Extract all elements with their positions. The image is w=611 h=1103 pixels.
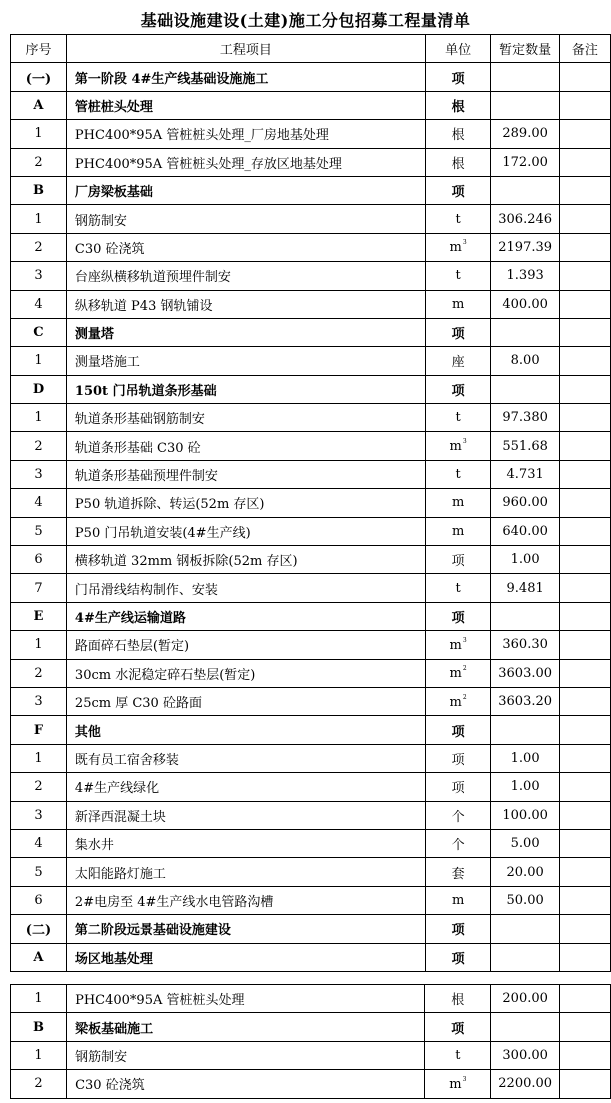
qty-cell xyxy=(491,1013,560,1041)
section-row xyxy=(11,915,611,943)
qty-cell: 2197.39 xyxy=(491,233,559,261)
qty-cell: 4.731 xyxy=(491,460,559,488)
table-row xyxy=(11,489,611,517)
qty-cell: 3603.20 xyxy=(491,687,559,715)
unit-cell xyxy=(425,290,491,318)
note-cell xyxy=(559,886,610,914)
unit-cell xyxy=(425,631,491,659)
seq-cell: 3 xyxy=(11,801,67,829)
note-cell xyxy=(559,716,610,744)
item-cell: 轨道条形基础 C30 砼 xyxy=(66,432,425,460)
seq-cell: D xyxy=(11,375,67,403)
note-cell xyxy=(560,1013,611,1041)
note-cell xyxy=(559,148,610,176)
qty-cell: 172.00 xyxy=(491,148,559,176)
seq-cell: 5 xyxy=(11,517,67,545)
unit-cell xyxy=(425,602,491,630)
unit-text: m xyxy=(449,666,462,682)
item-cell: P50 轨道拆除、转运(52m 存区) xyxy=(66,489,425,517)
note-cell xyxy=(559,205,610,233)
note-cell xyxy=(560,985,611,1013)
seq-cell: 2 xyxy=(11,773,67,801)
unit-cell xyxy=(425,460,491,488)
qty-cell: 400.00 xyxy=(491,290,559,318)
qty-cell: 2200.00 xyxy=(491,1070,560,1098)
qty-cell xyxy=(491,375,559,403)
note-cell xyxy=(559,858,610,886)
unit-text: 个 xyxy=(451,809,465,825)
table-row xyxy=(11,290,611,318)
item-cell: 太阳能路灯施工 xyxy=(66,858,425,886)
seq-cell: B xyxy=(11,176,67,204)
seq-cell: 7 xyxy=(11,574,67,602)
section-row xyxy=(11,1013,611,1041)
table-row xyxy=(11,546,611,574)
section-row xyxy=(11,375,611,403)
table-row xyxy=(11,1041,611,1069)
table-row xyxy=(11,801,611,829)
note-cell xyxy=(559,489,610,517)
header-seq: 序号 xyxy=(11,35,67,63)
qty-cell: 5.00 xyxy=(491,829,559,857)
unit-text: 项 xyxy=(451,923,465,939)
seq-cell: A xyxy=(11,943,67,971)
unit-text: 根 xyxy=(451,99,465,115)
seq-cell: (一) xyxy=(11,63,67,91)
unit-text: m xyxy=(451,495,465,511)
qty-cell: 551.68 xyxy=(491,432,559,460)
seq-cell: 2 xyxy=(11,659,67,687)
unit-cell xyxy=(425,915,491,943)
qty-cell xyxy=(491,716,559,744)
unit-cell xyxy=(425,801,491,829)
item-cell: 横移轨道 32mm 钢板拆除(52m 存区) xyxy=(66,546,425,574)
table-row xyxy=(11,432,611,460)
unit-cell xyxy=(425,176,491,204)
unit-text: 项 xyxy=(451,71,465,87)
seq-cell: 1 xyxy=(11,744,67,772)
table-row xyxy=(11,262,611,290)
note-cell xyxy=(559,318,610,346)
unit-text: 项 xyxy=(451,781,465,797)
qty-cell xyxy=(491,602,559,630)
note-cell xyxy=(559,347,610,375)
unit-text: 项 xyxy=(451,724,465,740)
item-cell: 门吊滑线结构制作、安装 xyxy=(66,574,425,602)
unit-cell xyxy=(425,943,491,971)
note-cell xyxy=(559,687,610,715)
table-row xyxy=(11,205,611,233)
unit-text: 项 xyxy=(451,383,465,399)
header-note: 备注 xyxy=(559,35,610,63)
note-cell xyxy=(559,63,610,91)
qty-cell: 1.00 xyxy=(491,546,559,574)
unit-cell xyxy=(425,744,491,772)
unit-text: t xyxy=(455,268,461,284)
qty-cell: 1.393 xyxy=(491,262,559,290)
seq-cell: 2 xyxy=(11,432,67,460)
item-cell: 既有员工宿舍移装 xyxy=(66,744,425,772)
unit-cell xyxy=(425,829,491,857)
unit-text: 项 xyxy=(451,185,465,201)
note-cell xyxy=(559,432,610,460)
note-cell xyxy=(559,91,610,119)
unit-cell xyxy=(425,517,491,545)
seq-cell: 1 xyxy=(11,347,67,375)
seq-cell: 3 xyxy=(11,262,67,290)
unit-text: 项 xyxy=(451,1021,465,1037)
item-cell: 集水井 xyxy=(66,829,425,857)
table-row xyxy=(11,517,611,545)
unit-text: t xyxy=(455,467,461,483)
unit-text: t xyxy=(455,211,461,227)
unit-superscript: 3 xyxy=(462,636,467,644)
table-row xyxy=(11,886,611,914)
unit-cell xyxy=(425,91,491,119)
note-cell xyxy=(559,773,610,801)
seq-cell: 5 xyxy=(11,858,67,886)
unit-text: 项 xyxy=(451,752,465,768)
section-row xyxy=(11,716,611,744)
unit-text: t xyxy=(455,580,461,596)
unit-superscript: 3 xyxy=(462,438,467,446)
header-qty: 暂定数量 xyxy=(491,35,559,63)
section-row xyxy=(11,63,611,91)
item-cell: 轨道条形基础钢筋制安 xyxy=(66,404,425,432)
item-cell: 其他 xyxy=(66,716,425,744)
note-cell xyxy=(559,744,610,772)
seq-cell: 4 xyxy=(11,489,67,517)
seq-cell: (二) xyxy=(11,915,67,943)
qty-cell: 9.481 xyxy=(491,574,559,602)
unit-text: m xyxy=(449,439,462,455)
unit-cell xyxy=(425,233,491,261)
item-cell: PHC400*95A 管桩桩头处理_厂房地基处理 xyxy=(66,120,425,148)
qty-cell xyxy=(491,318,559,346)
unit-cell xyxy=(425,985,491,1013)
unit-cell xyxy=(425,716,491,744)
seq-cell: 3 xyxy=(11,687,67,715)
item-cell: 梁板基础施工 xyxy=(67,1013,425,1041)
item-cell: 钢筋制安 xyxy=(66,205,425,233)
note-cell xyxy=(559,801,610,829)
item-cell: 厂房梁板基础 xyxy=(66,176,425,204)
note-cell xyxy=(559,602,610,630)
note-cell xyxy=(559,829,610,857)
item-cell: 钢筋制安 xyxy=(67,1041,425,1069)
unit-text: m xyxy=(449,240,462,256)
qty-cell: 200.00 xyxy=(491,985,560,1013)
item-cell: 测量塔施工 xyxy=(66,347,425,375)
qty-cell xyxy=(491,91,559,119)
item-cell: 路面碎石垫层(暂定) xyxy=(66,631,425,659)
qty-cell: 20.00 xyxy=(491,858,559,886)
unit-cell xyxy=(425,63,491,91)
item-cell: 4#生产线绿化 xyxy=(66,773,425,801)
unit-text: 套 xyxy=(451,866,465,882)
unit-cell xyxy=(425,773,491,801)
item-cell: 新泽西混凝土块 xyxy=(66,801,425,829)
item-cell: 第一阶段 4#生产线基础设施施工 xyxy=(66,63,425,91)
unit-superscript: 2 xyxy=(462,693,467,701)
item-cell: 第二阶段远景基础设施建设 xyxy=(66,915,425,943)
seq-cell: 3 xyxy=(11,460,67,488)
unit-cell xyxy=(425,205,491,233)
unit-cell xyxy=(425,375,491,403)
table-row xyxy=(11,148,611,176)
qty-cell: 1.00 xyxy=(491,773,559,801)
qty-cell: 289.00 xyxy=(491,120,559,148)
qty-cell: 100.00 xyxy=(491,801,559,829)
unit-cell xyxy=(425,886,491,914)
unit-cell xyxy=(425,432,491,460)
qty-cell: 360.30 xyxy=(491,631,559,659)
unit-cell xyxy=(425,858,491,886)
qty-cell xyxy=(491,943,559,971)
note-cell xyxy=(559,375,610,403)
item-cell: 150t 门吊轨道条形基础 xyxy=(66,375,425,403)
note-cell xyxy=(559,546,610,574)
unit-text: 根 xyxy=(451,128,465,144)
table-row xyxy=(11,687,611,715)
unit-superscript: 3 xyxy=(462,1075,467,1083)
item-cell: 测量塔 xyxy=(66,318,425,346)
item-cell: PHC400*95A 管桩桩头处理 xyxy=(67,985,425,1013)
unit-text: 根 xyxy=(451,156,465,172)
table-row xyxy=(11,233,611,261)
table-row xyxy=(11,404,611,432)
qty-cell: 97.380 xyxy=(491,404,559,432)
item-cell: 2#电房至 4#生产线水电管路沟槽 xyxy=(66,886,425,914)
unit-text: m xyxy=(451,296,465,312)
seq-cell: 6 xyxy=(11,546,67,574)
item-cell: PHC400*95A 管桩桩头处理_存放区地基处理 xyxy=(66,148,425,176)
header-unit: 单位 xyxy=(425,35,491,63)
unit-cell xyxy=(425,687,491,715)
item-cell: 轨道条形基础预埋件制安 xyxy=(66,460,425,488)
unit-cell xyxy=(425,404,491,432)
note-cell xyxy=(560,1070,611,1098)
qty-cell: 8.00 xyxy=(491,347,559,375)
unit-text: t xyxy=(455,410,461,426)
qty-cell: 960.00 xyxy=(491,489,559,517)
item-cell: 场区地基处理 xyxy=(66,943,425,971)
section-row xyxy=(11,602,611,630)
table-row xyxy=(11,985,611,1013)
section-row xyxy=(11,91,611,119)
seq-cell: 1 xyxy=(11,985,67,1013)
note-cell xyxy=(559,233,610,261)
table-header-row xyxy=(11,35,611,63)
unit-text: 项 xyxy=(451,327,465,343)
unit-superscript: 2 xyxy=(462,665,467,673)
qty-cell xyxy=(491,176,559,204)
seq-cell: 1 xyxy=(11,404,67,432)
seq-cell: 2 xyxy=(11,148,67,176)
unit-cell xyxy=(425,546,491,574)
table-row xyxy=(11,347,611,375)
table-row xyxy=(11,829,611,857)
unit-cell xyxy=(425,1041,491,1069)
unit-text: 项 xyxy=(451,611,465,626)
qty-cell: 50.00 xyxy=(491,886,559,914)
note-cell xyxy=(559,574,610,602)
unit-cell xyxy=(425,262,491,290)
unit-cell xyxy=(425,120,491,148)
seq-cell: 6 xyxy=(11,886,67,914)
item-cell: P50 门吊轨道安装(4#生产线) xyxy=(66,517,425,545)
unit-cell xyxy=(425,489,491,517)
quantity-table xyxy=(10,34,611,972)
note-cell xyxy=(559,290,610,318)
note-cell xyxy=(560,1041,611,1069)
seq-cell: F xyxy=(11,716,67,744)
item-cell: C30 砼浇筑 xyxy=(67,1070,425,1098)
unit-text: 根 xyxy=(451,993,465,1009)
item-cell: 30cm 水泥稳定碎石垫层(暂定) xyxy=(66,659,425,687)
unit-text: m xyxy=(449,694,462,710)
seq-cell: 1 xyxy=(11,631,67,659)
seq-cell: C xyxy=(11,318,67,346)
unit-text: m xyxy=(449,637,462,653)
note-cell xyxy=(559,659,610,687)
unit-cell xyxy=(425,318,491,346)
note-cell xyxy=(559,176,610,204)
seq-cell: 1 xyxy=(11,120,67,148)
unit-cell xyxy=(425,148,491,176)
unit-cell xyxy=(425,347,491,375)
unit-cell xyxy=(425,1070,491,1098)
seq-cell: 4 xyxy=(11,290,67,318)
unit-text: m xyxy=(451,523,465,539)
note-cell xyxy=(559,631,610,659)
table-row xyxy=(11,631,611,659)
table-row xyxy=(11,1070,611,1098)
unit-text: 项 xyxy=(451,554,465,570)
qty-cell xyxy=(491,915,559,943)
table-row xyxy=(11,574,611,602)
unit-cell xyxy=(425,574,491,602)
section-row xyxy=(11,943,611,971)
item-cell: 纵移轨道 P43 钢轨铺设 xyxy=(66,290,425,318)
item-cell: C30 砼浇筑 xyxy=(66,233,425,261)
seq-cell: E xyxy=(11,602,67,630)
unit-cell xyxy=(425,1013,491,1041)
table-row xyxy=(11,460,611,488)
seq-cell: B xyxy=(11,1013,67,1041)
table-row xyxy=(11,120,611,148)
seq-cell: 4 xyxy=(11,829,67,857)
unit-text: m xyxy=(449,1076,462,1092)
qty-cell: 300.00 xyxy=(491,1041,560,1069)
note-cell xyxy=(559,120,610,148)
table-row xyxy=(11,659,611,687)
item-cell: 4#生产线运输道路 xyxy=(66,602,425,630)
quantity-table-continued xyxy=(10,984,611,1099)
unit-text: 座 xyxy=(451,355,465,371)
seq-cell: 2 xyxy=(11,233,67,261)
seq-cell: A xyxy=(11,91,67,119)
unit-superscript: 3 xyxy=(462,239,467,247)
qty-cell: 306.246 xyxy=(491,205,559,233)
section-row xyxy=(11,318,611,346)
note-cell xyxy=(559,915,610,943)
unit-text: m xyxy=(451,892,465,908)
note-cell xyxy=(559,517,610,545)
qty-cell: 640.00 xyxy=(491,517,559,545)
seq-cell: 1 xyxy=(11,205,67,233)
unit-text: 个 xyxy=(451,838,465,854)
note-cell xyxy=(559,262,610,290)
seq-cell: 2 xyxy=(11,1070,67,1098)
unit-text: t xyxy=(455,1047,461,1063)
document-title: 基础设施建设(土建)施工分包招募工程量清单 xyxy=(140,11,471,30)
item-cell: 台座纵横移轨道预埋件制安 xyxy=(66,262,425,290)
note-cell xyxy=(559,460,610,488)
unit-text: 项 xyxy=(451,951,465,967)
note-cell xyxy=(559,943,610,971)
table-row xyxy=(11,773,611,801)
table-row xyxy=(11,858,611,886)
qty-cell: 3603.00 xyxy=(491,659,559,687)
unit-cell xyxy=(425,659,491,687)
item-cell: 25cm 厚 C30 砼路面 xyxy=(66,687,425,715)
qty-cell xyxy=(491,63,559,91)
table-row xyxy=(11,744,611,772)
header-item: 工程项目 xyxy=(66,35,425,63)
qty-cell: 1.00 xyxy=(491,744,559,772)
note-cell xyxy=(559,404,610,432)
item-cell: 管桩桩头处理 xyxy=(66,91,425,119)
section-row xyxy=(11,176,611,204)
seq-cell: 1 xyxy=(11,1041,67,1069)
